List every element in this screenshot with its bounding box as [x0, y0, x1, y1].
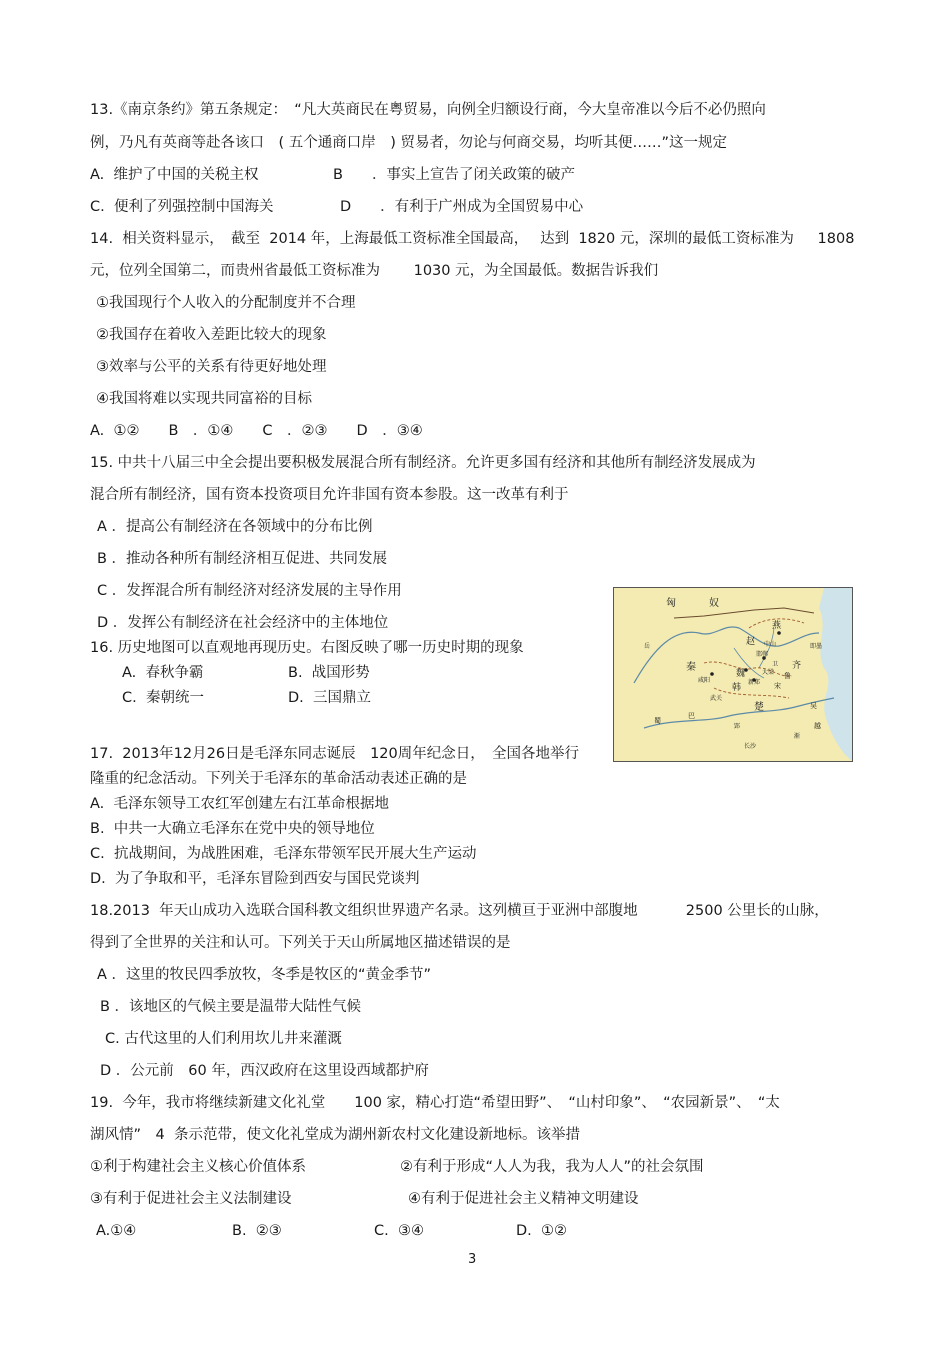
q18-stem-line2: 得到了全世界的关注和认可。下列关于天山所属地区描述错误的是 [90, 935, 511, 951]
q19-stem-line2: 湖风情” 4 条示范带，使文化礼堂成为湖州新农村文化建设新地标。该举措 [90, 1127, 580, 1143]
q13-option-d: D ．有利于广州成为全国贸易中心 [340, 199, 584, 215]
city-dot [710, 672, 714, 676]
map-label-wu: 吴 [810, 702, 817, 710]
great-wall [674, 608, 814, 618]
map-label-shu: 蜀 [654, 717, 661, 725]
q19-statement-3: ③有利于促进社会主义法制建设 [90, 1191, 292, 1207]
map-label-wei: 魏 [736, 669, 746, 679]
map-label-chu: 楚 [754, 702, 764, 713]
q13-option-c: C. 便利了列强控制中国海关 [90, 199, 274, 215]
q19-option-d: D. ①② [516, 1223, 567, 1239]
page-number: 3 [468, 1252, 477, 1267]
map-label-lu: 鲁 [784, 672, 791, 680]
q14-statement-4: ④我国将难以实现共同富裕的目标 [96, 391, 312, 407]
map-label-song: 宋 [774, 682, 781, 690]
map-label-xiongnu-1: 匈 [666, 598, 676, 609]
yellow-river [634, 627, 819, 683]
q19-option-c: C. ③④ [374, 1223, 424, 1239]
map-label-yue2: 岳 [644, 643, 651, 650]
map-label-yan: 燕 [772, 621, 782, 631]
q19-statement-4: ④有利于促进社会主义精神文明建设 [408, 1191, 639, 1207]
q19-option-b: B. ②③ [232, 1223, 282, 1239]
map-label-daliang: 大梁 [762, 669, 775, 676]
map-label-ying: 郢 [734, 723, 741, 730]
q14-stem-line1: 14. 相关资料显示， 截至 2014 年，上海最低工资标准全国最高， 达到 1820 元，深圳的最低工资标准为 1808 [90, 231, 855, 247]
map-label-zhao: 赵 [746, 637, 756, 647]
q14-stem-line2: 元，位列全国第二，而贵州省最低工资标准为 1030 元，为全国最低。数据告诉我们 [90, 263, 659, 279]
q13-stem-line1: 13.《南京条约》第五条规定： “凡大英商民在粤贸易，向例全归额设行商，今大皇帝准以今后不必仍照向 [90, 102, 766, 118]
q14-statement-3: ③效率与公平的关系有待更好地处理 [96, 359, 327, 375]
q13-option-b: B ．事实上宣告了闭关政策的破产 [333, 167, 575, 183]
q18-stem-line1: 18.2013 年天山成功入选联合国科教文组织世界遗产名录。这列横亘于亚洲中部腹地 2500 公里长的山脉， [90, 903, 829, 919]
state-border [704, 662, 792, 676]
q18-option-a: A ．这里的牧民四季放牧，冬季是牧区的“黄金季节” [97, 967, 432, 983]
map-label-xinzheng: 新郑 [748, 679, 761, 686]
map-label-handan: 邯郸 [756, 651, 769, 658]
map-label-wuguan: 武关 [710, 695, 723, 702]
q18-option-b: B ．该地区的气候主要是温带大陆性气候 [100, 999, 362, 1015]
warring-states-map [613, 587, 853, 762]
map-label-qin: 秦 [686, 662, 696, 673]
q15-stem-line2: 混合所有制经济，国有资本投资项目允许非国有资本参股。这一改革有利于 [90, 487, 569, 503]
map-label-xianyang: 咸阳 [698, 677, 711, 684]
map-label-zhongshan: 中山 [764, 641, 777, 648]
q19-stem-line1: 19. 今年，我市将继续新建文化礼堂 100 家，精心打造“希望田野”、 “山村印象”、 “农园新景”、 “太 [90, 1095, 780, 1111]
map-label-han: 韩 [732, 683, 742, 693]
city-dot [777, 631, 781, 635]
map-label-xiongnu-2: 奴 [709, 598, 719, 609]
q16-option-b: B. 战国形势 [288, 665, 370, 681]
map-label-ba: 巴 [688, 712, 695, 720]
q17-option-a: A. 毛泽东领导工农红军创建左右江革命根据地 [90, 796, 389, 812]
q17-option-b: B. 中共一大确立毛泽东在党中央的领导地位 [90, 821, 375, 837]
q15-option-c: C ．发挥混合所有制经济对经济发展的主导作用 [97, 583, 402, 599]
q13-option-a: A. 维护了中国的关税主权 [90, 167, 259, 183]
q17-option-d: D. 为了争取和平，毛泽东冒险到西安与国民党谈判 [90, 871, 420, 887]
q19-statement-1: ①利于构建社会主义核心价值体系 [90, 1159, 306, 1175]
q16-option-d: D. 三国鼎立 [288, 690, 371, 706]
q18-option-d: D ．公元前 60 年，西汉政府在这里设西域都护府 [100, 1063, 429, 1079]
q16-option-a: A. 春秋争霸 [122, 665, 204, 681]
q17-stem-line1: 17. 2013年12月26日是毛泽东同志诞辰 120周年纪念日， 全国各地举行 [90, 746, 580, 762]
q15-option-b: B ．推动各种所有制经济相互促进、共同发展 [97, 551, 388, 567]
map-label-jian: 渐 [794, 733, 801, 740]
q14-statement-1: ①我国现行个人收入的分配制度并不合理 [96, 295, 356, 311]
map-label-wey: 卫 [772, 661, 779, 668]
sea-area [819, 588, 852, 761]
map-label-jimo: 即墨 [810, 643, 823, 650]
map-label-changsha: 长沙 [744, 743, 757, 750]
q19-statement-2: ②有利于形成“人人为我，我为人人”的社会氛围 [400, 1159, 704, 1175]
q17-stem-line2: 隆重的纪念活动。下列关于毛泽东的革命活动表述正确的是 [90, 771, 467, 787]
q16-option-c: C. 秦朝统一 [122, 690, 204, 706]
q15-option-a: A ．提高公有制经济在各领域中的分布比例 [97, 519, 373, 535]
q15-stem-line1: 15. 中共十八届三中全会提出要积极发展混合所有制经济。允许更多国有经济和其他所有制经济发展成为 [90, 455, 756, 471]
q19-option-a: A.①④ [96, 1223, 137, 1239]
q17-option-c: C. 抗战期间，为战胜困难，毛泽东带领军民开展大生产运动 [90, 846, 477, 862]
q14-options: A. ①② B ．①④ C ．②③ D ．③④ [90, 423, 423, 439]
q15-option-d: D ．发挥公有制经济在社会经济中的主体地位 [97, 615, 389, 631]
map-label-yue: 越 [814, 722, 821, 730]
q18-option-c: C. 古代这里的人们利用坎儿井来灌溉 [105, 1031, 342, 1047]
map-label-qi: 齐 [792, 661, 802, 671]
q14-statement-2: ②我国存在着收入差距比较大的现象 [96, 327, 327, 343]
q16-stem: 16. 历史地图可以直观地再现历史。右图反映了哪一历史时期的现象 [90, 640, 524, 656]
q13-stem-line2: 例，乃凡有英商等赴各该口 ( 五个通商口岸 ) 贸易者，勿论与何商交易，均听其便……”这一规定 [90, 135, 728, 151]
